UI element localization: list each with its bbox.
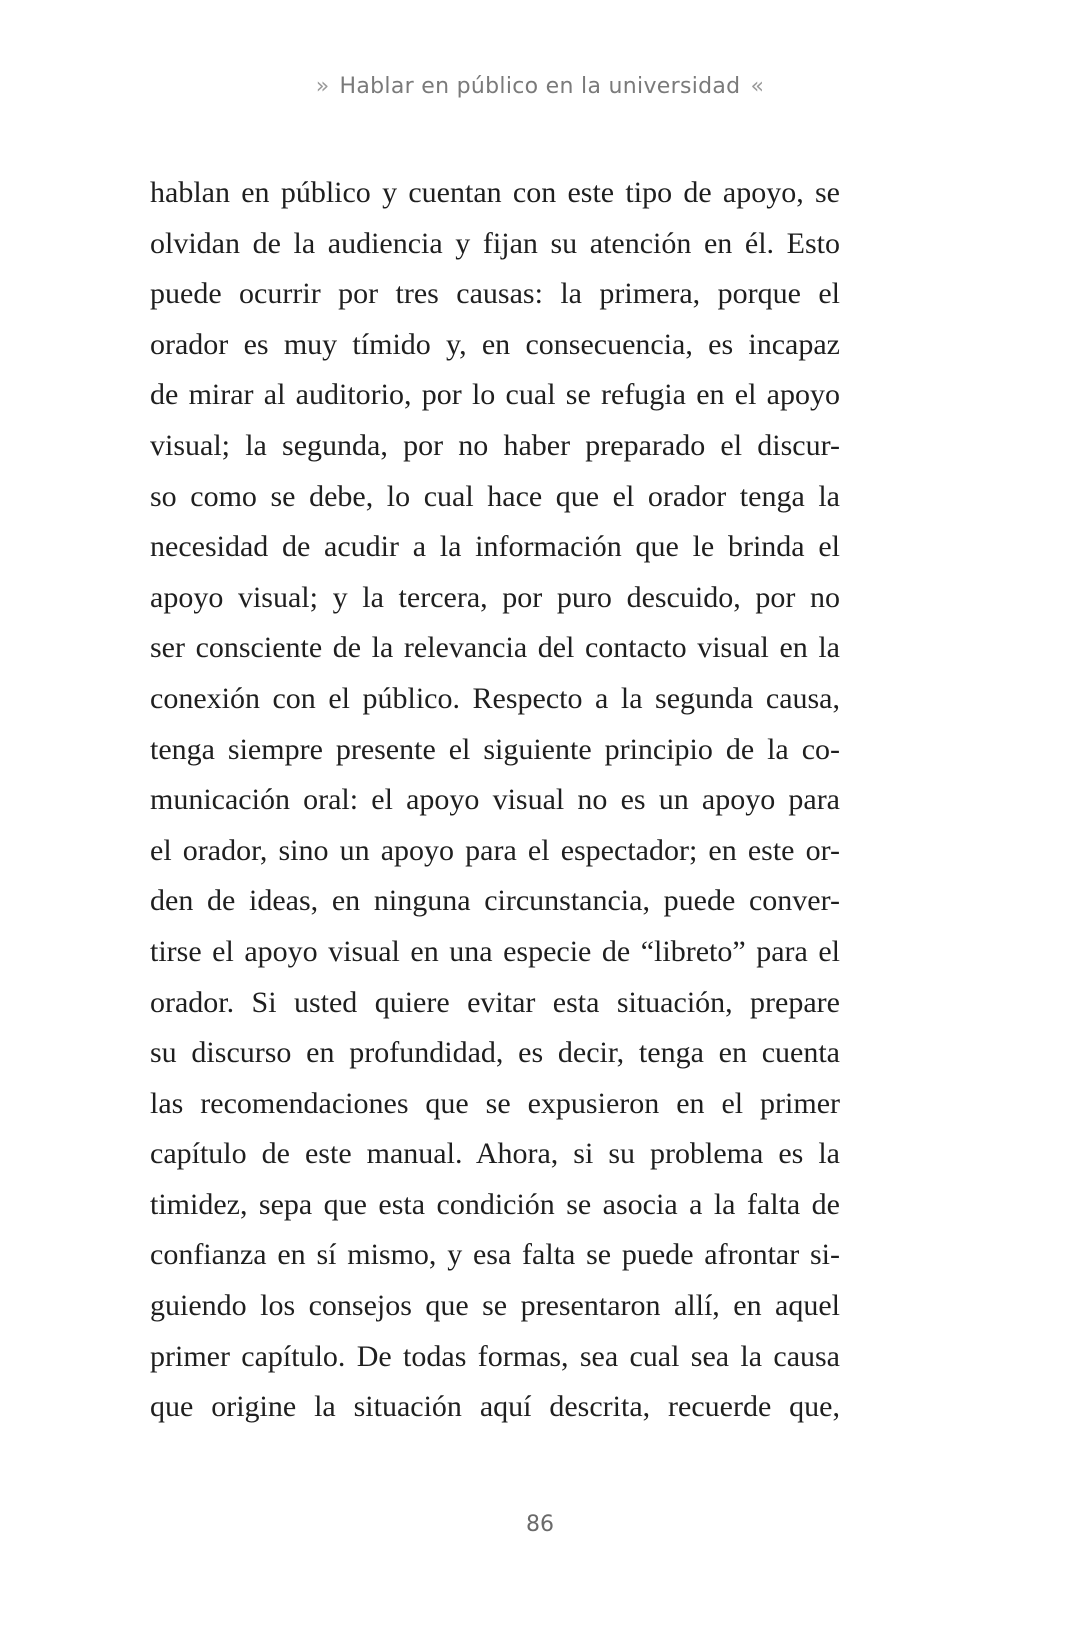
page-number: 86 bbox=[526, 1512, 554, 1537]
text-line: den de ideas, en ninguna circunstancia, puede conver- bbox=[150, 884, 840, 918]
header-title: Hablar en público en la universidad bbox=[339, 74, 741, 99]
text-line: orador. Si usted quiere evitar esta situación, prepare bbox=[150, 985, 840, 1019]
text-line: visual; la segunda, por no haber preparado el discur- bbox=[150, 428, 840, 462]
text-line: confianza en sí mismo, y esa falta se puede afrontar si- bbox=[150, 1238, 840, 1272]
text-line: ser consciente de la relevancia del contacto visual en la bbox=[150, 631, 840, 665]
text-line: timidez, sepa que esta condición se asocia a la falta de bbox=[150, 1187, 840, 1221]
text-line: de mirar al auditorio, por lo cual se refugia en el apoyo bbox=[150, 378, 840, 412]
text-line: su discurso en profundidad, es decir, tenga en cuenta bbox=[150, 1036, 840, 1070]
text-line: tirse el apoyo visual en una especie de “libreto” para el bbox=[150, 934, 840, 968]
text-line: so como se debe, lo cual hace que el orador tenga la bbox=[150, 479, 840, 513]
header-close-mark: « bbox=[750, 74, 765, 99]
text-line: orador es muy tímido y, en consecuencia, es incapaz bbox=[150, 327, 840, 361]
text-line: apoyo visual; y la tercera, por puro descuido, por no bbox=[150, 580, 840, 614]
text-line: hablan en público y cuentan con este tipo de apoyo, se bbox=[150, 176, 840, 209]
running-header bbox=[0, 74, 1080, 99]
text-line: que origine la situación aquí descrita, recuerde que, bbox=[150, 1390, 840, 1424]
text-line: primer capítulo. De todas formas, sea cual sea la causa bbox=[150, 1339, 840, 1373]
text-line: guiendo los consejos que se presentaron allí, en aquel bbox=[150, 1289, 840, 1323]
text-line: necesidad de acudir a la información que le brinda el bbox=[150, 530, 840, 564]
text-line: conexión con el público. Respecto a la segunda causa, bbox=[150, 681, 840, 715]
text-line: puede ocurrir por tres causas: la primera, porque el bbox=[150, 277, 840, 311]
text-line: las recomendaciones que se expusieron en el primer bbox=[150, 1086, 840, 1120]
body-paragraph bbox=[150, 168, 840, 1433]
text-line: tenga siempre presente el siguiente principio de la co- bbox=[150, 732, 840, 766]
text-line: municación oral: el apoyo visual no es un apoyo para bbox=[150, 783, 840, 817]
text-line: capítulo de este manual. Ahora, si su problema es la bbox=[150, 1137, 840, 1171]
text-line: el orador, sino un apoyo para el espectador; en este or- bbox=[150, 833, 840, 867]
text-line: olvidan de la audiencia y fijan su atención en él. Esto bbox=[150, 226, 840, 260]
header-open-mark: » bbox=[315, 74, 330, 99]
